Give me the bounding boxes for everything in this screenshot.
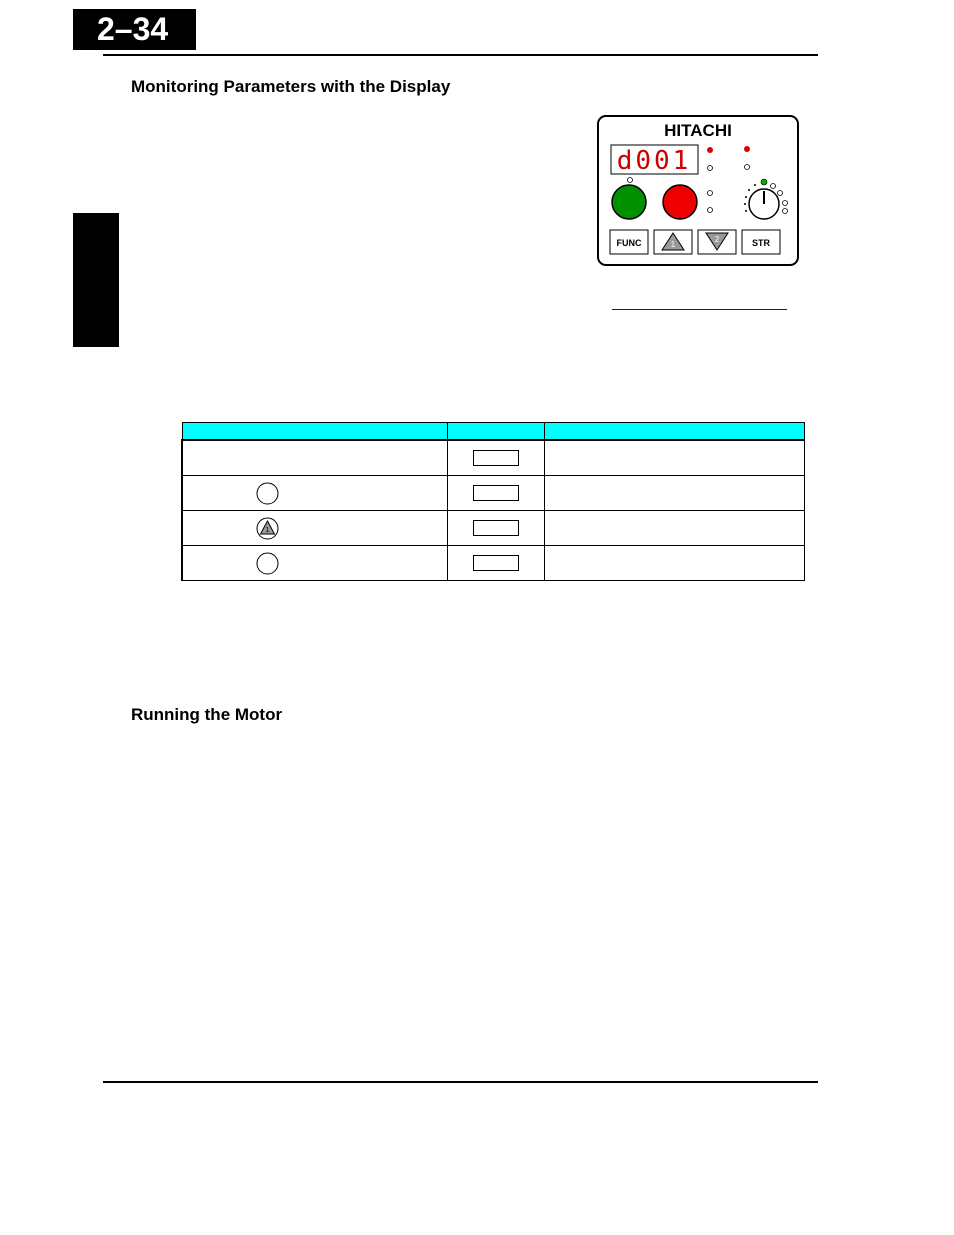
- pot-led: [783, 209, 788, 214]
- display-cell: [447, 546, 544, 581]
- table-header-cell: [544, 423, 804, 441]
- indicator-led: [745, 165, 750, 170]
- display-readout-box: [473, 485, 519, 501]
- table-row: [182, 476, 804, 511]
- section-heading-monitoring: Monitoring Parameters with the Display: [131, 77, 451, 96]
- display-readout-box: [473, 555, 519, 571]
- str-key-label: STR: [752, 238, 770, 248]
- led-display-value: d001: [616, 146, 692, 176]
- chapter-side-tab: [73, 213, 119, 347]
- keypad-illustration: [596, 115, 800, 267]
- page-number: 2–34: [73, 9, 196, 50]
- table-header-row: [182, 423, 804, 441]
- action-cell: [182, 546, 447, 581]
- indicator-led-on: [707, 147, 713, 153]
- action-cell: [182, 476, 447, 511]
- display-readout-box: [473, 450, 519, 466]
- pot-led: [783, 201, 788, 206]
- display-cell: [447, 511, 544, 546]
- table-header-cell: [447, 423, 544, 441]
- display-cell: [447, 476, 544, 511]
- hyperlink-underline[interactable]: [612, 309, 787, 310]
- action-cell: [182, 511, 447, 546]
- run-button: [612, 185, 646, 219]
- display-readout-box: [473, 520, 519, 536]
- stop-button: [663, 185, 697, 219]
- svg-text:1: 1: [265, 527, 270, 534]
- pot-led: [771, 184, 776, 189]
- down-key-label: 2: [714, 235, 720, 244]
- circle-key-icon: [256, 482, 279, 505]
- function-cell: [544, 511, 804, 546]
- action-cell: [182, 440, 447, 476]
- keypad-brand: HITACHI: [664, 121, 732, 140]
- key-sequence-table: [181, 422, 805, 581]
- table-row: [182, 546, 804, 581]
- indicator-led: [628, 178, 633, 183]
- pot-led: [778, 191, 783, 196]
- indicator-led: [708, 191, 713, 196]
- section-heading-running-motor: Running the Motor: [131, 705, 283, 724]
- indicator-led: [708, 208, 713, 213]
- function-cell: [544, 546, 804, 581]
- header-rule: [103, 54, 818, 56]
- indicator-led: [708, 166, 713, 171]
- func-key-label: FUNC: [616, 238, 642, 248]
- table-row: [182, 511, 804, 546]
- function-cell: [544, 476, 804, 511]
- up-arrow-key-icon: [256, 517, 279, 540]
- table-row: [182, 440, 804, 476]
- indicator-led-on: [744, 146, 750, 152]
- display-cell: [447, 440, 544, 476]
- table-header-cell: [182, 423, 447, 441]
- pot-led-on: [761, 179, 767, 185]
- footer-rule: [103, 1081, 818, 1083]
- up-key-label: 1: [670, 240, 676, 249]
- circle-key-icon: [256, 552, 279, 575]
- function-cell: [544, 440, 804, 476]
